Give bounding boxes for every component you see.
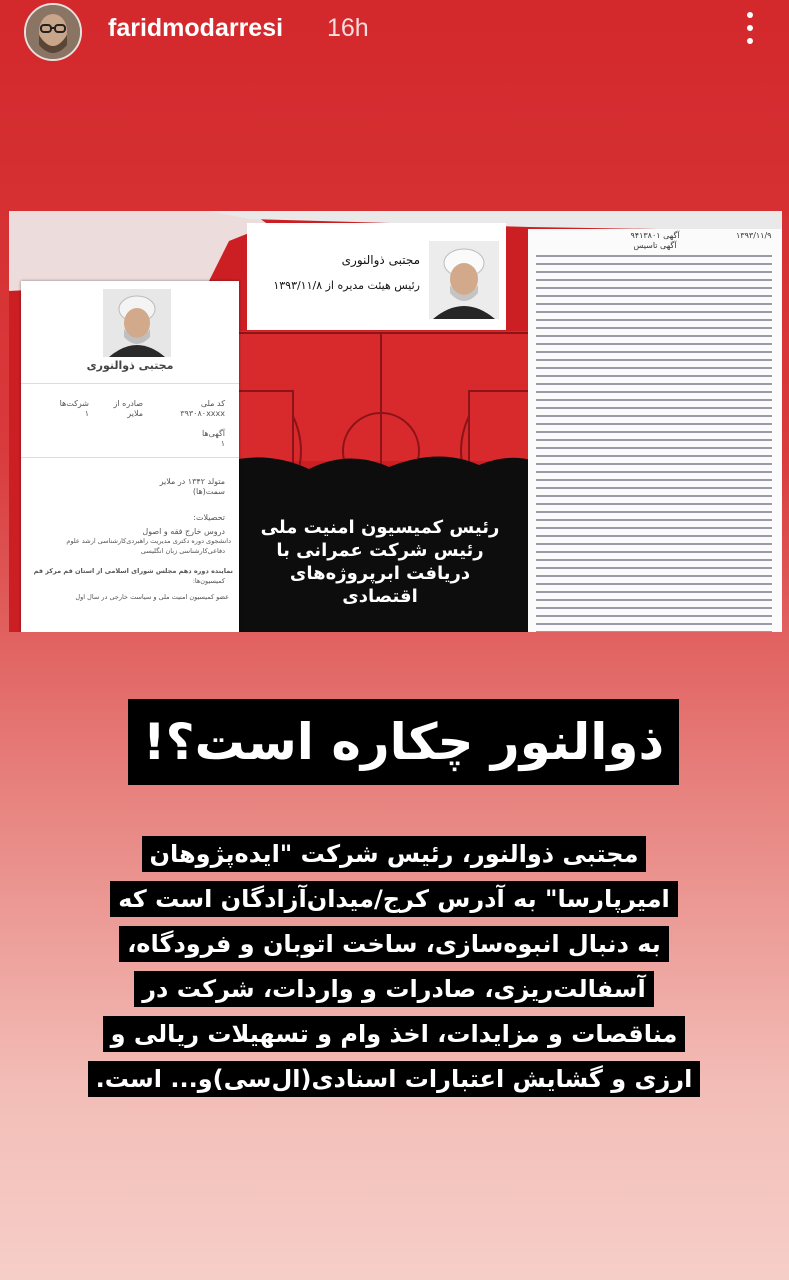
body-line: ارزی و گشایش اعتبارات اسنادی(ال‌سی)و... است. [88,1061,701,1097]
card-subtitle: رئیس هیئت مدیره از ۱۳۹۳/۱۱/۸ [273,279,420,292]
story-body-text [36,832,752,1102]
profile-field: دروس خارج فقه و اصول [142,527,225,536]
profile-field: شرکت‌ها [59,399,89,408]
official-gazette-document [528,229,782,632]
profile-field: متولد ۱۳۴۲ در ملایر [159,477,225,486]
caption-line: رئیس شرکت عمرانی با [276,540,484,561]
document-text-lines [536,255,772,632]
profile-field: ملایر [127,409,143,418]
document-subheading: آگهی تاسیس [633,241,677,250]
body-line: مناقصات و مزایدات، اخذ وام و تسهیلات ریالی و [103,1016,686,1052]
profile-field: کمیسیون‌ها: [192,577,225,585]
avatar[interactable] [24,3,82,61]
more-dot-icon [747,25,753,31]
divider [21,383,239,384]
profile-field: تحصیلات: [193,513,225,522]
caption-line: اقتصادی [342,586,418,607]
profile-field: ۱ [220,439,225,448]
body-line: مجتبی ذوالنور، رئیس شرکت "ایده‌پژوهان [142,836,647,872]
profile-field: صادره از [113,399,143,408]
profile-card [21,281,239,632]
caption-line: رئیس کمیسیون امنیت ملی [260,517,500,538]
body-line: به دنبال انبوه‌سازی، ساخت اتوبان و فرودگاه، [119,926,669,962]
story-header [0,0,789,60]
document-date: ۱۳۹۳/۱۱/۹ [736,231,772,240]
body-line: آسفالت‌ریزی، صادرات و واردات، شرکت در [134,971,654,1007]
divider [21,457,239,458]
username[interactable]: faridmodarresi [108,14,284,42]
avatar-face-icon [26,5,80,59]
profile-name: مجتبی ذوالنوری [86,359,174,372]
more-dot-icon [747,38,753,44]
more-dot-icon [747,12,753,18]
board-chair-card [247,223,506,330]
profile-field: ۱ [84,409,89,418]
profile-field: نماینده دوره دهم مجلس شورای اسلامی از استان قم مرکز قم [33,567,233,575]
story-title: ذوالنور چکاره است؟! [142,713,665,771]
collage-caption [231,516,529,608]
more-options-button[interactable] [736,8,764,48]
profile-field: سمت(ها) [192,487,225,496]
profile-field: کد ملی [200,399,225,408]
profile-field: عضو کمیسیون امنیت ملی و سیاست خارجی در سال اول [75,593,229,601]
portrait-image [429,241,499,319]
card-name: مجتبی ذوالنوری [341,253,420,267]
body-line: امیرپارسا" به آدرس کرج/میدان‌آزادگان است که [110,881,678,917]
caption-line: دریافت ابرپروژه‌های [289,563,471,584]
profile-field: ۳۹۳۰۸۰xxxx [180,409,225,418]
profile-field: دانشجوی دوره دکتری مدیریت راهبردی‌کارشناسی ارشد علوم [66,537,231,545]
collage-image [9,211,782,632]
story-title-box [128,699,679,785]
profile-field: دفاعی‌کارشناسی زبان انگلیسی [140,547,225,555]
profile-field: آگهی‌ها [201,429,225,438]
document-heading: آگهی ۹۴۱۳۸۰۱ [630,231,680,240]
post-time: 16h [327,14,369,42]
portrait-image [103,289,171,357]
